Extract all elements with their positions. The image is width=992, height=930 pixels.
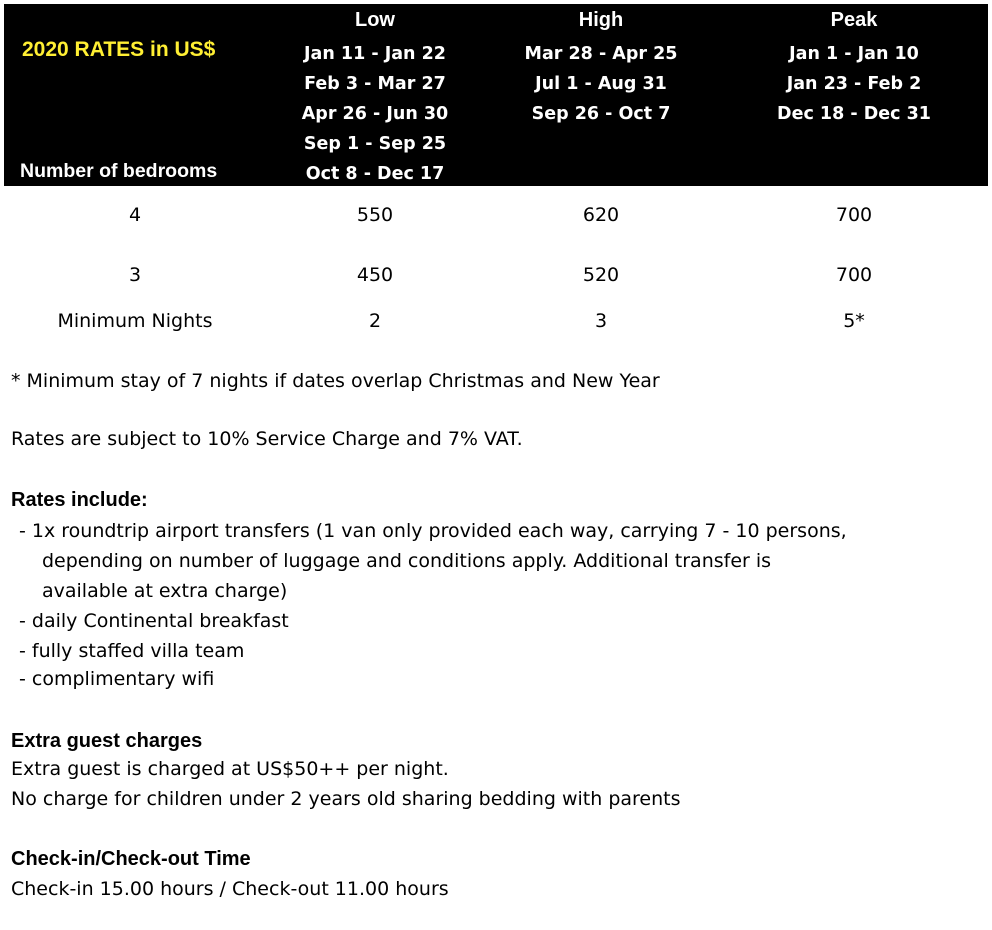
list-item: - complimentary wifi (19, 668, 215, 690)
list-item: - 1x roundtrip airport transfers (1 van only provided each way, carrying 7 - 10 persons, (19, 520, 847, 542)
row-label: 4 (128, 204, 142, 226)
table-row (0, 200, 992, 230)
list-item: - fully staffed villa team (19, 640, 245, 662)
min-nights-low: 2 (368, 310, 382, 332)
date-range: Sep 26 - Oct 7 (531, 104, 671, 124)
season-name: Low (355, 9, 395, 31)
date-range: Jan 1 - Jan 10 (789, 44, 919, 64)
table-row (0, 260, 992, 290)
date-range: Jan 23 - Feb 2 (786, 74, 922, 94)
season-column-low (260, 9, 490, 189)
rate-low: 550 (356, 204, 394, 226)
date-range: Apr 26 - Jun 30 (301, 104, 449, 124)
season-name: Peak (830, 9, 878, 31)
list-item-continuation: available at extra charge) (42, 580, 288, 602)
list-item-continuation: depending on number of luggage and conditions apply. Additional transfer is (42, 550, 772, 572)
season-name: High (578, 9, 624, 31)
service-charge-note: Rates are subject to 10% Service Charge and 7% VAT. (11, 428, 523, 450)
rates-title: 2020 RATES in US$ (22, 38, 216, 61)
row-label: Minimum Nights (57, 310, 213, 332)
rates-include-heading: Rates include: (11, 489, 148, 511)
date-range: Feb 3 - Mar 27 (304, 74, 446, 94)
date-range: Mar 28 - Apr 25 (524, 44, 678, 64)
rates-table-header (4, 4, 988, 186)
rate-high: 620 (582, 204, 620, 226)
date-range: Jul 1 - Aug 31 (535, 74, 667, 94)
rate-peak: 700 (835, 204, 873, 226)
min-nights-peak: 5* (843, 310, 865, 332)
extra-guest-line: Extra guest is charged at US$50++ per night. (11, 758, 449, 780)
rate-peak: 700 (835, 264, 873, 286)
date-range: Sep 1 - Sep 25 (303, 134, 447, 154)
extra-guest-heading: Extra guest charges (11, 730, 203, 752)
min-nights-high: 3 (594, 310, 608, 332)
bedrooms-column-header: Number of bedrooms (20, 160, 218, 182)
date-range: Jan 11 - Jan 22 (304, 44, 446, 64)
extra-guest-line: No charge for children under 2 years old sharing bedding with parents (11, 788, 681, 810)
date-range: Oct 8 - Dec 17 (305, 164, 445, 184)
list-item: - daily Continental breakfast (19, 610, 289, 632)
checkin-times: Check-in 15.00 hours / Check-out 11.00 hours (11, 878, 449, 900)
date-range: Dec 18 - Dec 31 (777, 104, 931, 124)
season-column-high (486, 9, 716, 129)
table-row (0, 306, 992, 336)
rate-high: 520 (582, 264, 620, 286)
checkin-heading: Check-in/Check-out Time (11, 848, 251, 870)
footnote: * Minimum stay of 7 nights if dates overlap Christmas and New Year (11, 370, 660, 392)
row-label: 3 (128, 264, 142, 286)
rate-low: 450 (356, 264, 394, 286)
season-column-peak (739, 9, 969, 129)
